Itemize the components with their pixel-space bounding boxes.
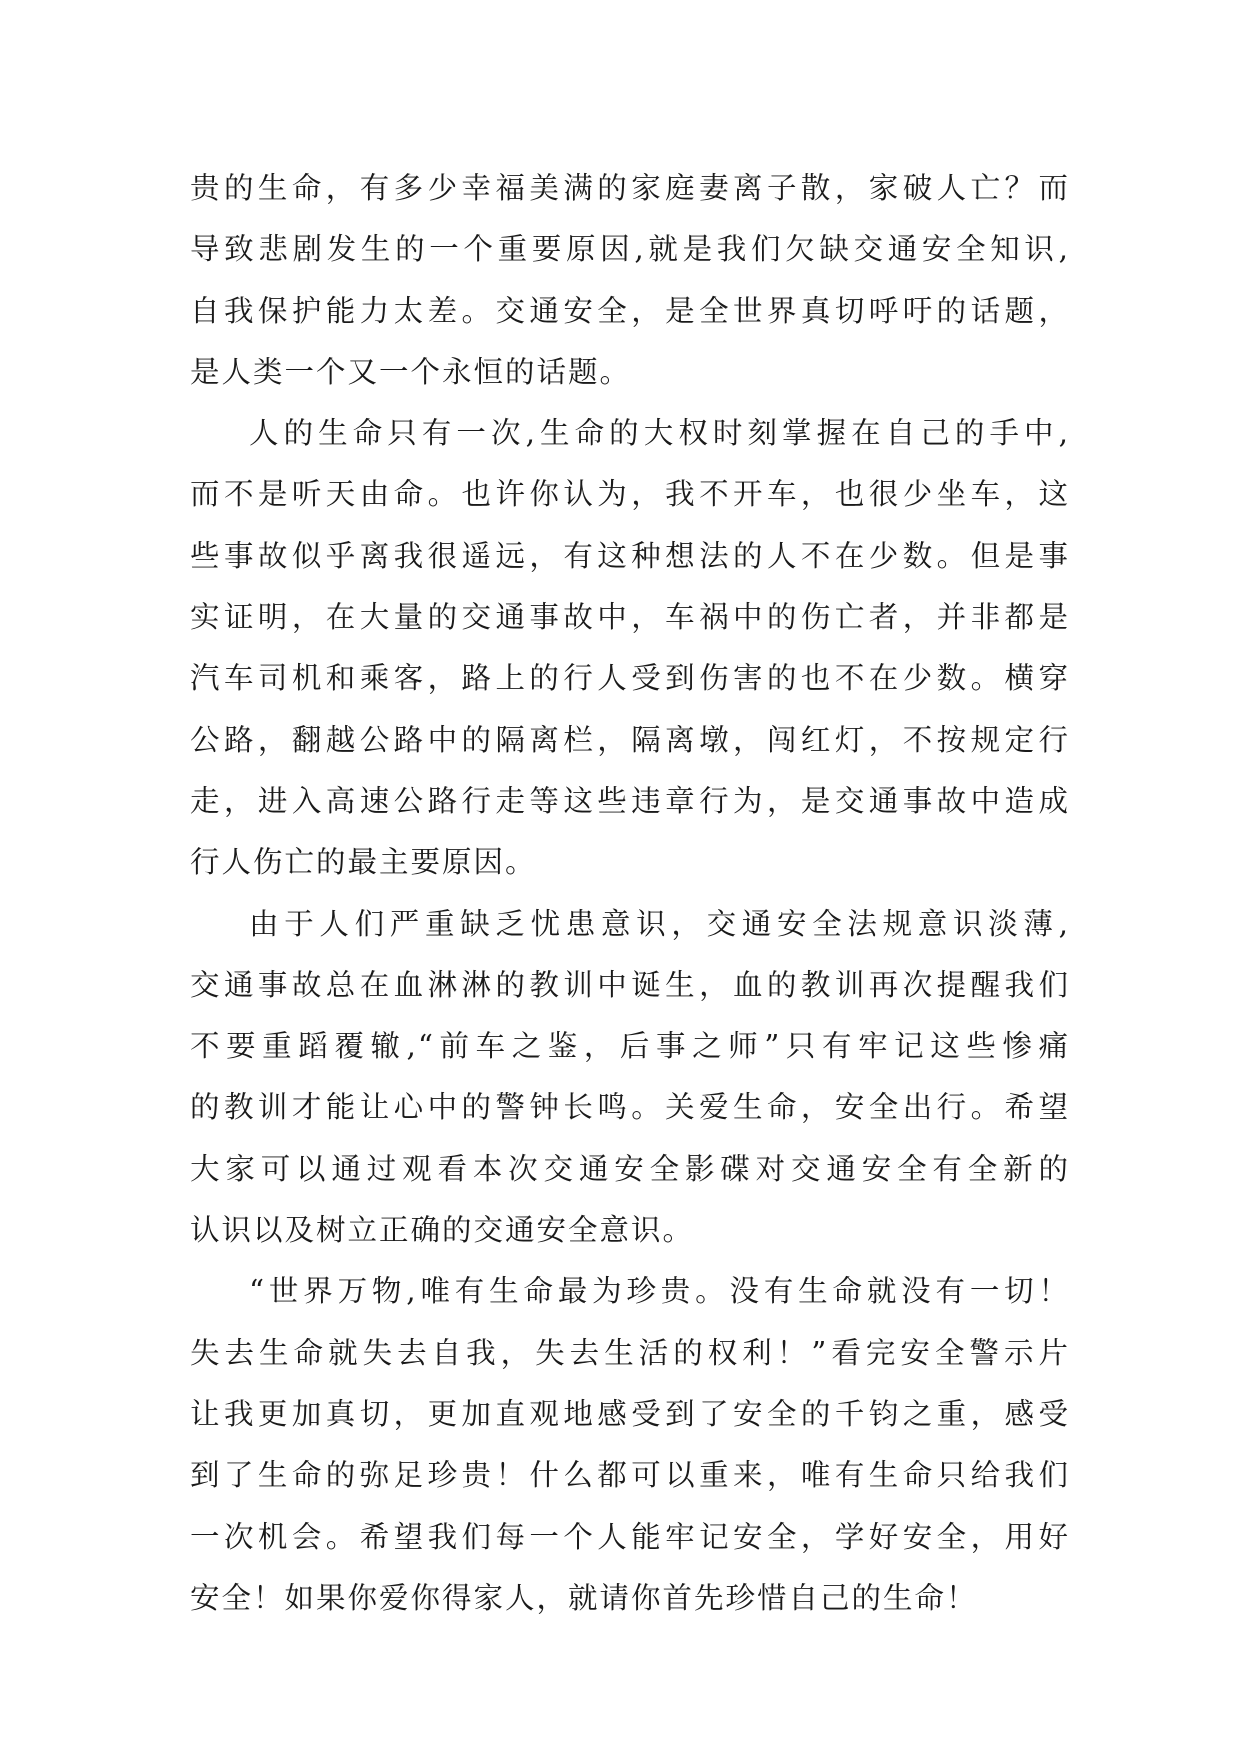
text-line: 到了生命的弥足珍贵！什么都可以重来，唯有生命只给我们 — [190, 1458, 1070, 1493]
text-line: 的教训才能让心中的警钟长鸣。关爱生命，安全出行。希望 — [190, 1090, 1070, 1125]
text-line: 一次机会。希望我们每一个人能牢记安全，学好安全，用好 — [190, 1519, 1070, 1554]
text-line: 实证明，在大量的交通事故中，车祸中的伤亡者，并非都是 — [190, 600, 1070, 635]
text-line: 些事故似乎离我很遥远，有这种想法的人不在少数。但是事 — [190, 538, 1070, 573]
text-line: 让我更加真切，更加直观地感受到了安全的千钧之重，感受 — [190, 1396, 1070, 1431]
text-line: 走，进入高速公路行走等这些违章行为，是交通事故中造成 — [190, 783, 1070, 818]
text-line: 人的生命只有一次,生命的大权时刻掌握在自己的手中, — [249, 416, 1070, 451]
text-line: 自我保护能力太差。交通安全，是全世界真切呼吁的话题， — [190, 293, 1070, 328]
text-line: 是人类一个又一个永恒的话题。 — [190, 354, 632, 389]
text-line: 而不是听天由命。也许你认为，我不开车，也很少坐车，这 — [190, 477, 1070, 512]
text-line: 行人伤亡的最主要原因。 — [190, 845, 537, 880]
paragraph — [190, 403, 1070, 893]
paragraph — [190, 894, 1070, 1262]
text-line: 认识以及树立正确的交通安全意识。 — [190, 1213, 695, 1248]
document-body — [190, 158, 1070, 1629]
text-line: 不要重蹈覆辙,“前车之鉴，后事之师”只有牢记这些惨痛 — [190, 1029, 1070, 1064]
paragraph — [190, 158, 1070, 403]
paragraph — [190, 1261, 1070, 1629]
text-line: 导致悲剧发生的一个重要原因,就是我们欠缺交通安全知识, — [190, 232, 1070, 267]
text-line: 大家可以通过观看本次交通安全影碟对交通安全有全新的 — [190, 1151, 1070, 1186]
text-line: 公路，翻越公路中的隔离栏，隔离墩，闯红灯，不按规定行 — [190, 722, 1070, 757]
text-line: “世界万物,唯有生命最为珍贵。没有生命就没有一切！ — [249, 1274, 1070, 1309]
text-line: 交通事故总在血淋淋的教训中诞生，血的教训再次提醒我们 — [190, 967, 1070, 1002]
text-line: 安全！如果你爱你得家人，就请你首先珍惜自己的生命！ — [190, 1580, 978, 1615]
text-line: 失去生命就失去自我，失去生活的权利！”看完安全警示片 — [190, 1335, 1070, 1370]
text-line: 贵的生命，有多少幸福美满的家庭妻离子散，家破人亡？而 — [190, 171, 1070, 205]
text-line: 汽车司机和乘客，路上的行人受到伤害的也不在少数。横穿 — [190, 661, 1070, 696]
text-line: 由于人们严重缺乏忧患意识，交通安全法规意识淡薄, — [249, 906, 1070, 941]
